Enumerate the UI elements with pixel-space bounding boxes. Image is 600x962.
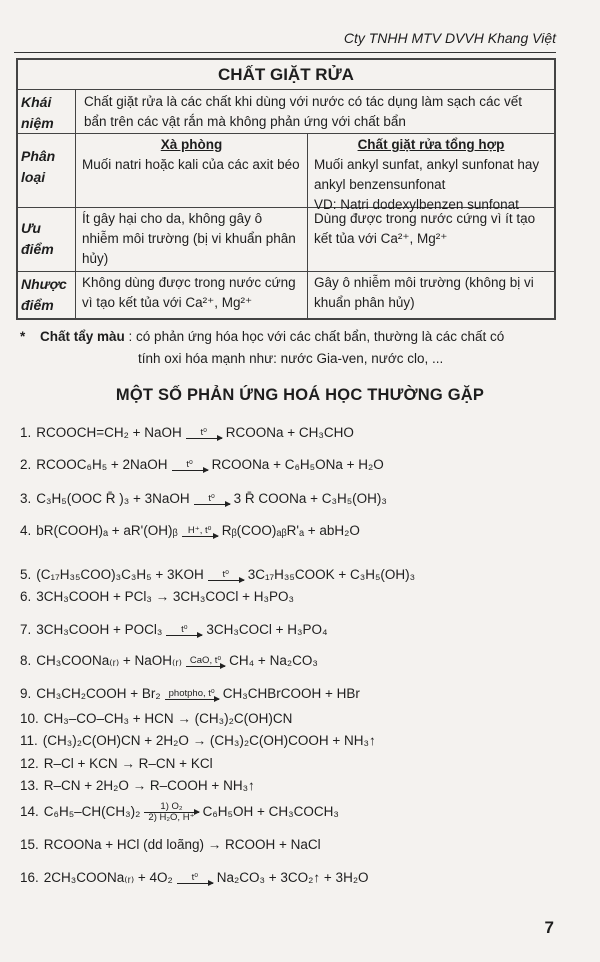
reaction-arrow: [144, 802, 198, 823]
page-number: 7: [544, 918, 554, 937]
reaction-line: [20, 588, 560, 606]
cell-example: VD: Natri dodexylbenzen sunfonat: [314, 197, 519, 212]
reaction-line: [20, 490, 560, 508]
arrow-condition: CaO, t⁰: [189, 654, 222, 666]
arrow-line: [166, 635, 202, 636]
reaction-number: 6.: [20, 589, 32, 604]
reaction-line: [20, 869, 560, 887]
note-text-2: tính oxi hóa mạnh như: nước Gia-ven, nước clo, ...: [138, 351, 444, 366]
table-title: CHẤT GIẶT RỬA: [18, 60, 554, 90]
products: CH₄ + Na₂CO₃: [229, 653, 318, 668]
column-head: Xà phòng: [160, 137, 223, 152]
arrow-line: [208, 580, 244, 581]
reaction-number: 11.: [20, 733, 38, 748]
reaction-number: 16.: [20, 870, 39, 885]
reactants: 2CH₃COONa₍ᵣ₎ + 4O₂: [43, 870, 173, 885]
products: RCOONa + C₆H₅ONa + H₂O: [211, 457, 384, 472]
reactants: CH₃CH₂COOH + Br₂: [36, 686, 161, 701]
arrow-line: [186, 438, 222, 439]
column-head: Chất giặt rửa tổng hợp: [357, 137, 505, 152]
reaction-line: [20, 836, 560, 854]
reaction-number: 5.: [20, 567, 32, 582]
note-text-1: : có phản ứng hóa học với các chất bẩn, thường là các chất có: [128, 329, 505, 344]
products: 3C₁₇H₃₅COOK + C₃H₅(OH)₃: [247, 567, 416, 582]
row-label: Phân loại: [18, 134, 76, 207]
cell-col2: Dùng được trong nước cứng vì ít tạo kết tủa với Ca²⁺, Mg²⁺: [314, 211, 536, 246]
reaction-line: [20, 652, 560, 670]
cell-text: Muối natri hoặc kali của các axit béo: [82, 157, 300, 172]
reaction-arrow: [182, 526, 218, 537]
reactants: RCOOCH=CH₂ + NaOH: [36, 425, 182, 440]
arrow-line: [182, 536, 218, 537]
products: CH₃CHBrCOOH + HBr: [222, 686, 360, 701]
products: 3CH₃COCl + H₃PO₄: [206, 622, 328, 637]
note-star: *: [20, 329, 26, 344]
publisher-header: Cty TNHH MTV DVVH Khang Việt: [343, 30, 556, 46]
products: C₆H₅OH + CH₃COCH₃: [202, 804, 339, 820]
reaction-line: [20, 621, 560, 639]
detergent-table: [16, 58, 556, 320]
reaction-number: 9.: [20, 686, 32, 701]
products: Na₂CO₃ + 3CO₂↑ + 3H₂O: [216, 870, 369, 885]
arrow-line: [177, 883, 213, 884]
reaction-number: 3.: [20, 491, 32, 506]
row-content: Chất giặt rửa là các chất khi dùng với nước có tác dụng làm sạch các vết bẩn trên các vật rắn mà không phản ứng với chất bẩn: [84, 94, 522, 129]
reactants: RCOOC₆H₅ + 2NaOH: [36, 457, 168, 472]
reactants: 3CH₃COOH + POCl₃: [36, 622, 163, 637]
arrow-line: [186, 666, 225, 667]
reaction-number: 7.: [20, 622, 32, 637]
arrow-line: [194, 504, 230, 505]
arrow-condition: H⁺, t⁰: [187, 524, 212, 536]
arrow-condition: t⁰: [200, 426, 207, 438]
row-label: Ưu điểm: [18, 208, 76, 271]
row-label: Nhược điểm: [18, 272, 76, 319]
reaction-line: [20, 802, 560, 823]
arrow-condition: t⁰: [181, 623, 188, 635]
reaction-equation: R–CN + 2H₂O → R–COOH + NH₃↑: [43, 778, 255, 793]
arrow-condition: t⁰: [191, 871, 199, 883]
reaction-arrow: [177, 873, 213, 884]
products: RCOONa + CH₃CHO: [225, 425, 354, 440]
reaction-arrow: [172, 460, 208, 471]
reaction-number: 4.: [20, 523, 32, 538]
reaction-line: [20, 710, 560, 728]
reaction-equation: RCOONa + HCl (dd loãng) → RCOOH + NaCl: [43, 837, 321, 852]
section-title: MỘT SỐ PHẢN ỨNG HOÁ HỌC THƯỜNG GẶP: [115, 386, 485, 404]
reactants: CH₃COONa₍ᵣ₎ + NaOH₍ᵣ₎: [36, 653, 182, 668]
reaction-arrow: [166, 625, 202, 636]
row-label: Khái niệm: [18, 90, 76, 133]
reaction-number: 15.: [20, 837, 39, 852]
cell-col1: Ít gây hại cho da, không gây ô nhiễm môi trường (bị vi khuẩn phân hủy): [76, 208, 308, 271]
reactants: (C₁₇H₃₅COO)₃C₃H₅ + 3KOH: [36, 567, 204, 582]
reactants: C₃H₅(OOC R̄ )₃ + 3NaOH: [36, 491, 190, 506]
reactants: bR(COOH)ₐ + aR'(OH)ᵦ: [36, 523, 178, 538]
note-term: Chất tẩy màu: [40, 329, 125, 344]
reaction-number: 14.: [20, 804, 39, 820]
bleach-note: [20, 326, 540, 370]
reaction-line: [20, 566, 560, 584]
reaction-line: [20, 424, 560, 442]
header-rule: [14, 52, 556, 53]
synthetic-column: [308, 134, 554, 212]
arrow-condition: t⁰: [208, 492, 215, 504]
reaction-equation: CH₃–CO–CH₃ + HCN → (CH₃)₂C(OH)CN: [43, 711, 293, 726]
reaction-line: [20, 732, 560, 750]
arrow-line: [165, 699, 219, 700]
row-uu-diem: [18, 208, 554, 272]
reaction-number: 12.: [20, 756, 39, 771]
reaction-arrow: [186, 428, 222, 439]
arrow-condition: photpho, t⁰: [168, 687, 215, 699]
products: Rᵦ(COO)ₐᵦR'ₐ + abH₂O: [221, 523, 360, 538]
cell-text: Muối ankyl sunfat, ankyl sunfonat hay ankyl benzensunfonat: [314, 157, 540, 192]
arrow-condition: t⁰: [222, 568, 229, 580]
arrow-condition: t⁰: [186, 458, 193, 470]
reaction-line: [20, 777, 560, 795]
reaction-arrow: [186, 656, 225, 667]
reaction-number: 1.: [20, 425, 32, 440]
reaction-equation: R–Cl + KCN → R–CN + KCl: [43, 756, 213, 771]
row-khai-niem: [18, 90, 554, 134]
reaction-line: [20, 522, 560, 540]
reaction-equation: (CH₃)₂C(OH)CN + 2H₂O → (CH₃)₂C(OH)COOH + NH₃↑: [42, 733, 376, 748]
row-nhuoc-diem: [18, 272, 554, 319]
reaction-line: [20, 755, 560, 773]
reaction-number: 2.: [20, 457, 32, 472]
reactants: C₆H₅–CH(CH₃)₂: [43, 804, 141, 820]
soap-column: [76, 134, 308, 207]
reaction-number: 13.: [20, 778, 39, 793]
reaction-line: [20, 456, 560, 474]
reaction-equation: 3CH₃COOH + PCl₃ → 3CH₃COCl + H₃PO₃: [36, 589, 295, 604]
cell-col1: Không dùng được trong nước cứng vì tạo kết tủa với Ca²⁺, Mg²⁺: [76, 272, 308, 319]
reaction-arrow: [194, 494, 230, 505]
arrow-condition-below: 2) H₂O, H⁺: [148, 812, 195, 823]
cell-col2: Gây ô nhiễm môi trường (không bị vi khuẩn phân hủy): [314, 275, 534, 310]
reaction-number: 10.: [20, 711, 39, 726]
arrow-line: [172, 470, 208, 471]
arrow-condition: 1) O₂: [160, 801, 183, 812]
reaction-arrow: [165, 689, 219, 700]
row-phan-loai: [18, 134, 554, 212]
reaction-line: [20, 685, 560, 703]
reaction-number: 8.: [20, 653, 32, 668]
products: 3 R̄ COONa + C₃H₅(OH)₃: [233, 491, 387, 506]
reaction-arrow: [208, 570, 244, 581]
arrow-line: [144, 812, 198, 813]
